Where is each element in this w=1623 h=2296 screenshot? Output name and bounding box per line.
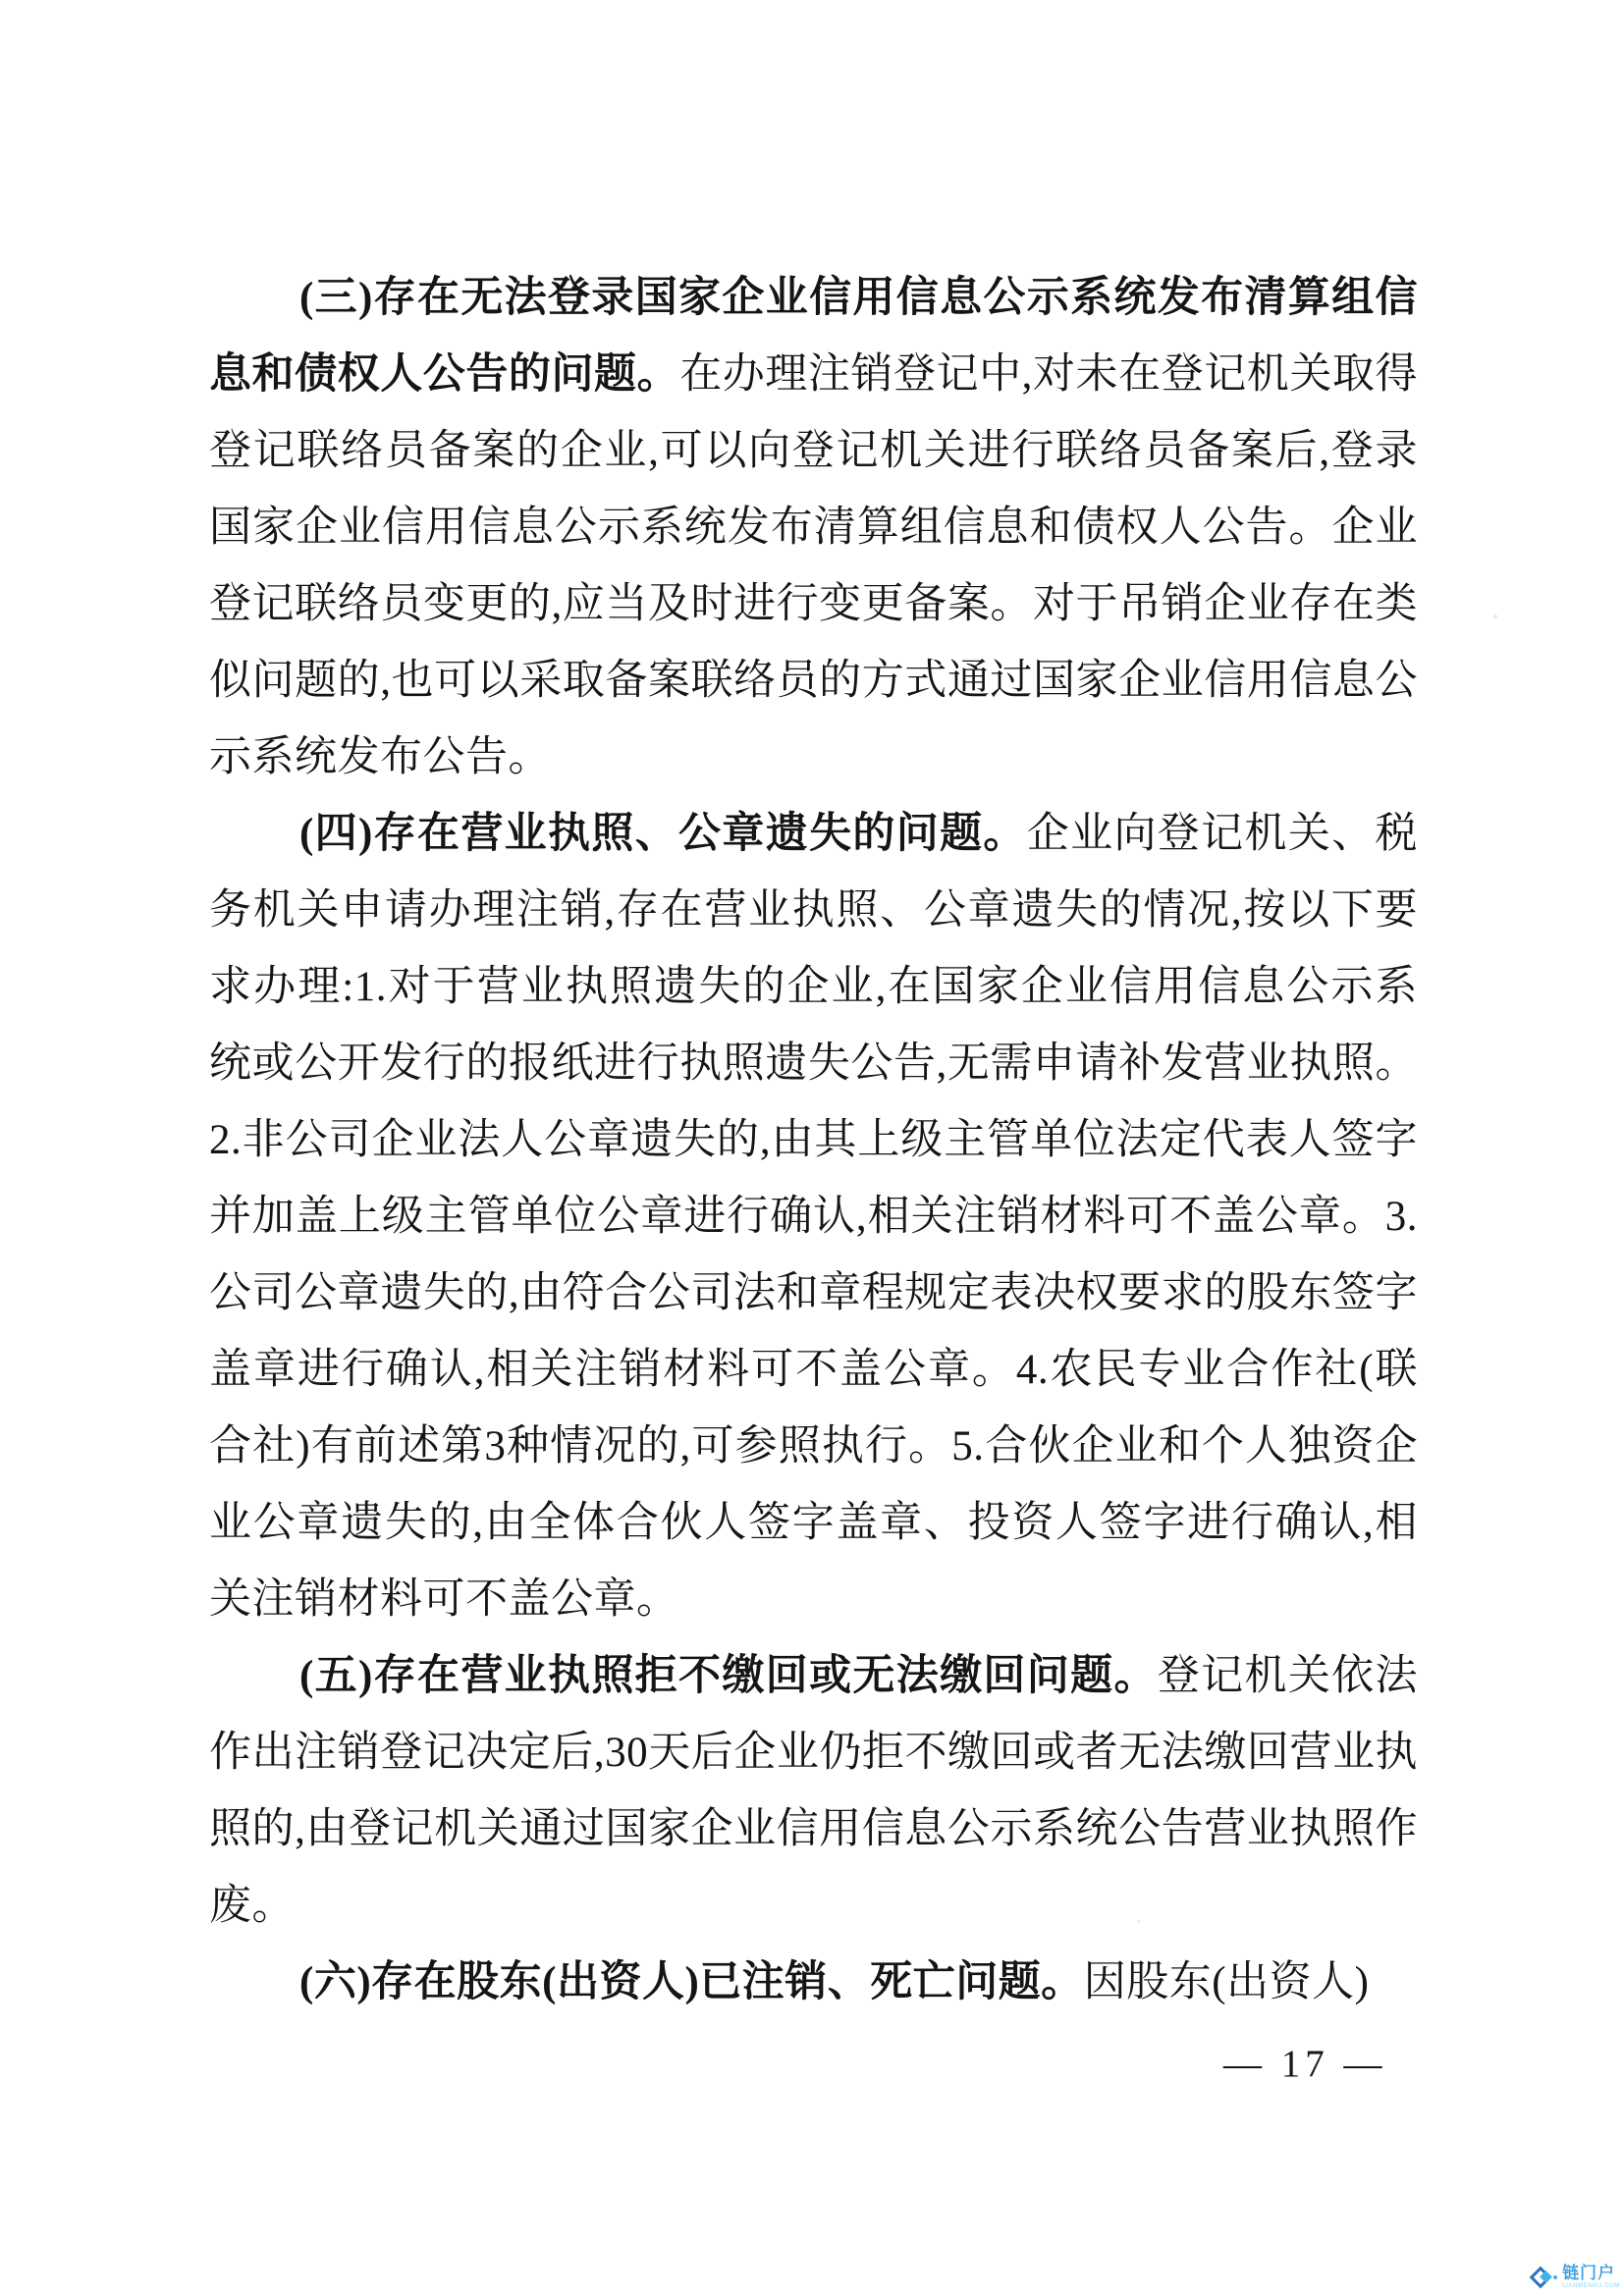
watermark-domain: LIANMENHU.COM [1562, 2283, 1620, 2289]
lianmenhu-logo-icon [1531, 2264, 1557, 2290]
paragraph-item-3-no-login-public-notice [209, 260, 1418, 796]
text-segment: (六)存在股东(出资人)已注销、死亡问题。 [299, 1959, 1084, 2005]
text-segment: (三)存在无法登录国家企业信用信息公示系统发布清算组信息和债权人公告的问题。 [209, 275, 1418, 398]
document-body [209, 260, 1418, 2021]
paragraph-item-6-shareholder-deregistered-deceased [209, 1945, 1418, 2021]
text-segment: (五)存在营业执照拒不缴回或无法缴回问题。 [299, 1653, 1158, 1699]
text-segment: 因股东(出资人) [1083, 1959, 1370, 2005]
dot-icon [1553, 2275, 1557, 2279]
scan-speck [1137, 1920, 1141, 1923]
watermark-text [1562, 2265, 1620, 2289]
text-segment: (四)存在营业执照、公章遗失的问题。 [299, 811, 1027, 857]
paragraph-item-4-license-seal-lost [209, 796, 1418, 1638]
scan-speck [1493, 614, 1497, 618]
paragraph-item-5-license-not-returned [209, 1638, 1418, 1945]
watermark-name: 链门户 [1562, 2264, 1616, 2282]
text-segment: 登记机关依法作出注销登记决定后,30天后企业仍拒不缴回或者无法缴回营业执照的,由登记机关通过国家企业信用信息公示系统公告营业执照作废。 [209, 1653, 1419, 1929]
page-number: — 17 — [1223, 2043, 1387, 2085]
watermark [1531, 2264, 1620, 2290]
text-segment: 在办理注销登记中,对未在登记机关取得登记联络员备案的企业,可以向登记机关进行联络员备案后,登录国家企业信用信息公示系统发布清算组信息和债权人公告。企业登记联络员变更的,应当及时进行变更备案。对于吊销企业存在类似问题的,也可以采取备案联络员的方式通过国家企业信用信息公示系统发布公告。 [209, 351, 1418, 780]
text-segment: 企业向登记机关、税务机关申请办理注销,存在营业执照、公章遗失的情况,按以下要求办理:1.对于营业执照遗失的企业,在国家企业信用信息公示系统或公开发行的报纸进行执照遗失公告,无需申请补发营业执照。2.非公司企业法人公章遗失的,由其上级主管单位法定代表人签字并加盖上级主管单位公章进行确认,相关注销材料可不盖公章。3.公司公章遗失的,由符合公司法和章程规定表决权要求的股东签字盖章进行确认,相关注销材料可不盖公章。4.农民专业合作社(联合社)有前述第3种情况的,可参照执行。5.合伙企业和个人独资企业公章遗失的,由全体合伙人签字盖章、投资人签字进行确认,相关注销材料可不盖公章。 [209, 811, 1419, 1623]
